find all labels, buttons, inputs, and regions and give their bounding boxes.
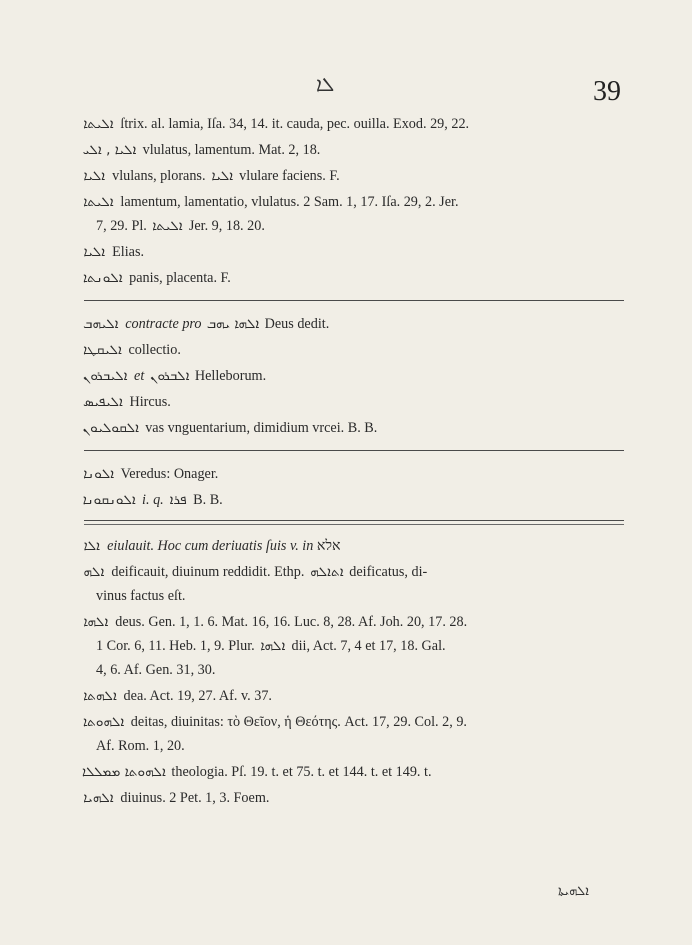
entry-helleborum [84,364,640,389]
syriac-headword: ܐܠܝܬܐ [83,195,114,210]
syriac-headword: ܐܠܩܘܠܝܘܢ [82,421,139,436]
entry-text: deitas, diuinitas: τὸ Θεῖον, ἡ Θεότης. Act. 17, 29. Col. 2, 9. [130,714,467,730]
entry-deificauit [84,560,640,585]
entry-theologia [84,760,640,785]
entry-collectio [84,338,640,363]
entry-eiulauit [84,534,640,559]
page-number: 39 [593,76,621,107]
entry-deus-continued-2 [84,658,652,682]
entry-text: vlulans, plorans. [112,168,206,184]
entry-continuation-2: Jer. 9, 18. 20. [188,218,265,234]
entry-lamentum-continued [84,214,652,239]
syriac-headword: ܐܠܝܒܪܘܢ [82,369,128,384]
syriac-headword: ܐܠܘܢܩܘܢܐ [82,493,136,508]
entry-text: diuinus. 2 Pet. 1, 3. Foem. [120,790,270,806]
syriac-headword: ܐܠܝܐ [83,245,106,260]
entry-continuation: vinus factus eſt. [96,588,186,604]
entry-continuation-3: 4, 6. Af. Gen. 31, 30. [96,662,216,678]
entry-text: vlulatus, lamentum. Mat. 2, 18. [142,142,321,158]
entry-diuinus [84,786,640,811]
entry-continuation: 7, 29. Pl. [96,218,147,234]
entry-text: contracte pro [125,316,202,332]
entry-text-2: Deus dedit. [264,316,330,332]
syriac-inline: ܦܪܐ [169,493,188,508]
entry-text: dea. Act. 19, 27. Af. v. 37. [123,688,272,704]
entry-deificauit-continued [84,584,652,608]
entry-deitas-continued [84,734,652,758]
entry-elias [84,240,640,265]
entry-deitas [84,710,640,735]
entry-dea [84,684,640,709]
entry-contracte [84,312,640,337]
entry-text: collectio. [128,342,181,358]
entry-text-2: vlulare faciens. F. [239,168,340,184]
running-header-mark: ܠܐ [316,74,335,96]
entry-text: ſtrix. al. lamia, Iſa. 34, 14. it. cauda, pec. ouilla. Exod. 29, 22. [120,116,470,132]
syriac-headword: ܐܠܗ [83,565,105,580]
syriac-headword: ܐܠܗܝܐ [83,791,114,806]
syriac-headword: ܐܠܐ [83,539,100,554]
entry-vlulatus [84,138,640,163]
syriac-inline: ܐܠܝܬܐ [152,219,183,234]
entry-text: panis, placenta. F. [129,270,231,286]
syriac-inline: ܐܠܝܐ [211,169,234,184]
entry-text-2: Helleborum. [194,368,267,384]
syriac-headword: ܐܠܝܩܛܐ [83,343,122,358]
entry-text: eiulauit. Hoc cum deriuatis ſuis v. in [107,538,314,554]
syriac-headword: ܐܠܗܘܬܐ [83,715,125,730]
entry-strix [84,112,640,137]
syriac-inline: ܐܠܗܐ [260,639,286,654]
entry-continuation-2: dii, Act. 7, 4 et 17, 18. Gal. [291,638,446,654]
entry-text-2: deificatus, di- [349,564,428,580]
entry-hircus [84,390,640,415]
entry-continuation: Af. Rom. 1, 20. [96,738,185,754]
entry-text: lamentum, lamentatio, vlulatus. 2 Sam. 1, 17. Iſa. 29, 2. Jer. [120,194,459,210]
entry-iq [84,488,640,513]
entry-veredus [84,462,640,487]
entry-text: deificauit, diuinum reddidit. Ethp. [111,564,305,580]
section-divider [84,300,624,301]
entry-text: Elias. [112,244,145,260]
entry-vas-vnguentarium [84,416,640,441]
entry-text: Veredus: Onager. [120,466,219,482]
section-divider [84,520,624,521]
section-divider [84,450,624,451]
syriac-headword: ܐܠܝܬܐ [83,117,114,132]
entry-deus [84,610,640,635]
syriac-headword: ܐܠܝܗܒ [83,317,119,332]
syriac-headword: ܐܠܘܢܬܐ [83,271,123,286]
syriac-inline: ܐܬܐܠܗ [310,565,344,580]
syriac-inline: ܐܠܒܪܘܢ [149,369,190,384]
entry-text: theologia. Pſ. 19. t. et 75. t. et 144. t. et 149. t. [171,764,432,780]
entry-text-2: B. B. [193,492,223,508]
entry-continuation: 1 Cor. 6, 11. Heb. 1, 9. Plur. [96,638,255,654]
section-divider-thin [84,524,624,525]
syriac-inline: ܐܠܗܐ ܝܗܒ [206,317,260,332]
syriac-headword: ܐܠܘܢܐ [83,467,115,482]
syriac-headword: ܐܠܝܦܝܣ [83,395,123,410]
entry-text: et [134,368,145,384]
hebrew-reference: אלא [316,538,341,554]
syriac-headword: ܐܠܗܬܐ [83,689,117,704]
entry-text: deus. Gen. 1, 1. 6. Mat. 16, 16. Luc. 8, 28. Af. Joh. 20, 17. 28. [115,614,468,630]
entry-panis [84,266,640,291]
syriac-headword: ܐܠܗܐ [83,615,109,630]
entry-deus-continued [84,634,652,659]
catchword: ܐܠܗܝܬܐ [558,884,589,899]
entry-text: i. q. [142,492,164,508]
syriac-headword: ܐܠܝܐ [83,169,106,184]
entry-text: vas vnguentarium, dimidium vrcei. B. B. [145,420,378,436]
entry-text: Hircus. [129,394,171,410]
entry-lamentum [84,190,640,215]
syriac-headword: ܐܠܝܐ , ܐܠܝ [82,143,137,158]
syriac-headword: ܐܠܗܘܬܐ ܡܡܠܠܐ [82,765,166,780]
entry-vlulans [84,164,640,189]
